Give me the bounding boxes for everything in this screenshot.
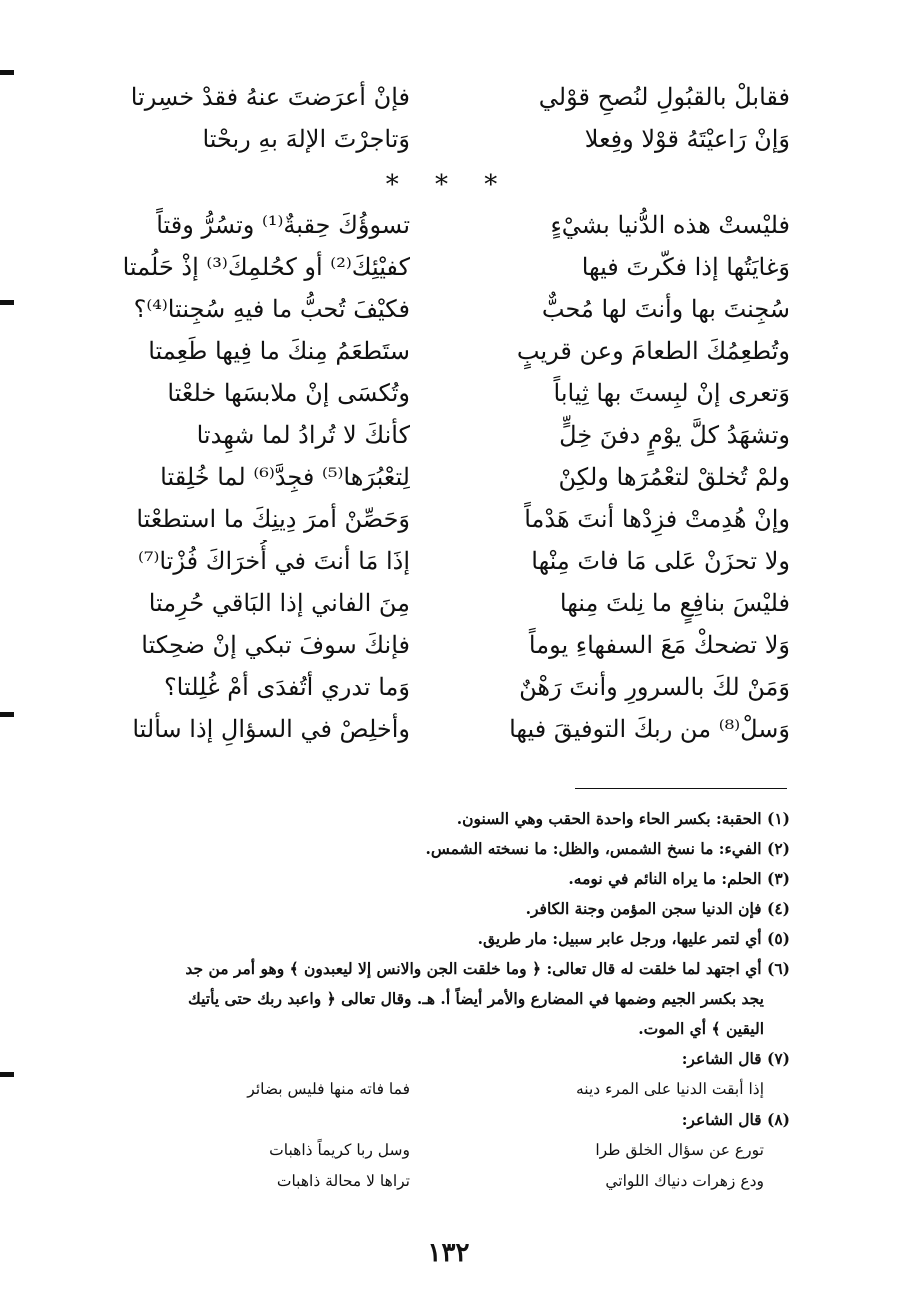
first-hemistich: تورع عن سؤال الخلق طرا xyxy=(595,1141,764,1159)
intro-poem xyxy=(70,76,790,160)
verse-line xyxy=(70,330,790,372)
first-hemistich: فليْسَ بنافِعٍ ما نِلتَ مِنها xyxy=(559,589,790,617)
footnote-verse xyxy=(70,1166,790,1197)
footnote-3: (٣) الحلم: ما يراه النائم في نومه. xyxy=(568,869,790,888)
footnote-8-label: (٨) قال الشاعر: xyxy=(681,1110,790,1129)
footnote-6: (٦) أي اجتهد لما خلقت له قال تعالى: ﴿ وما خلقت الجن والانس إلا ليعبدون ﴾ وهو أمر من جد xyxy=(185,959,790,978)
verse-line xyxy=(70,414,790,456)
second-hemistich: وَما تدري أتُفدَى أمْ غُلِلتا؟ xyxy=(163,673,410,701)
second-hemistich: مِنَ الفاني إذا البَاقي حُرِمتا xyxy=(148,589,410,617)
second-hemistich: فإنْ أعرَضتَ عنهُ فقدْ خسِرتا xyxy=(130,83,410,111)
first-hemistich: وتُطعِمُكَ الطعامَ وعن قريبٍ xyxy=(516,337,790,365)
section-separator: * * * xyxy=(385,170,512,200)
footnote-2: (٢) الفيء: ما نسخ الشمس، والظل: ما نسخته الشمس. xyxy=(425,839,790,858)
second-hemistich: تراها لا محالة ذاهبات xyxy=(276,1172,410,1190)
second-hemistich: فكيْفَ تُحبُّ ما فيهِ سُجِنتا⁽⁴⁾؟ xyxy=(133,295,410,323)
verse-line xyxy=(70,582,790,624)
footnote-6-continuation: يجد بكسر الجيم وضمها في المضارع والأمر أيضاً أ. هـ. وقال تعالى ﴿ واعبد ربك حتى يأتيك xyxy=(188,989,764,1008)
verse-line xyxy=(70,708,790,750)
verse-line xyxy=(70,498,790,540)
second-hemistich: وأخلِصْ في السؤالِ إذا سألتا xyxy=(132,715,410,743)
first-hemistich: سُجِنتَ بها وأنتَ لها مُحبٌّ xyxy=(541,295,790,323)
first-hemistich: وَمَنْ لكَ بالسرورِ وأنتَ رَهْنٌ xyxy=(519,673,790,701)
first-hemistich: وتشهَدُ كلَّ يوْمٍ دفنَ خِلٍّ xyxy=(559,421,790,449)
verse-line xyxy=(70,372,790,414)
verse-line xyxy=(70,456,790,498)
verse-line xyxy=(70,76,790,118)
page-number: ١٣٢ xyxy=(427,1238,470,1268)
footnote-divider xyxy=(575,788,787,789)
second-hemistich: وَتاجرْتَ الإلهَ بهِ ربحْتا xyxy=(202,125,410,153)
first-hemistich: فقابلْ بالقبُولِ لنُصحِ قوْلي xyxy=(538,83,790,111)
second-hemistich: وَحَصِّنْ أمرَ دِينِكَ ما استطعْتا xyxy=(136,505,410,533)
main-poem xyxy=(70,204,790,750)
second-hemistich: فما فاته منها فليس بضائر xyxy=(247,1080,410,1098)
first-hemistich: ولا تحزَنْ عَلى مَا فاتَ مِنْها xyxy=(531,547,790,575)
footnote-verse xyxy=(70,1135,790,1166)
edge-mark xyxy=(0,712,14,717)
second-hemistich: لِتعْبُرَها⁽⁵⁾ فجِدَّ⁽⁶⁾ لما خُلِقتا xyxy=(160,463,410,491)
first-hemistich: إذا أبقت الدنيا على المرء دينه xyxy=(575,1080,764,1098)
second-hemistich: فإنكَ سوفَ تبكي إنْ ضحِكتا xyxy=(141,631,410,659)
second-hemistich: ستَطعَمُ مِنكَ ما فِيها طَعِمتا xyxy=(148,337,410,365)
first-hemistich: وَإنْ رَاعيْتَهُ قوْلا وفِعلا xyxy=(584,125,790,153)
second-hemistich: وسل ربا كريماً ذاهبات xyxy=(269,1141,410,1159)
verse-line xyxy=(70,246,790,288)
footnotes xyxy=(70,804,790,1197)
edge-mark xyxy=(0,1072,14,1077)
footnote-1: (١) الحقبة: بكسر الحاء واحدة الحقب وهي السنون. xyxy=(456,809,790,828)
second-hemistich: وتُكسَى إنْ ملابسَها خلعْتا xyxy=(167,379,410,407)
second-hemistich: كأنكَ لا تُرادُ لما شهِدتا xyxy=(196,421,410,449)
first-hemistich: وإنْ هُدِمتْ فزِدْها أنتَ هَدْماً xyxy=(524,505,790,533)
first-hemistich: وَلا تضحكْ مَعَ السفهاءِ يوماً xyxy=(528,631,790,659)
verse-line xyxy=(70,204,790,246)
first-hemistich: ودع زهرات دنياك اللواتي xyxy=(605,1172,764,1190)
second-hemistich: كفيْئِكَ⁽²⁾ أو كحُلمِكَ⁽³⁾ إذْ حَلُمتا xyxy=(122,253,410,281)
first-hemistich: فليْستْ هذه الدُّنيا بشيْءٍ xyxy=(550,211,790,239)
second-hemistich: إذَا مَا أنتَ في أُخرَاكَ فُزْتا⁽⁷⁾ xyxy=(137,547,410,575)
first-hemistich: وَتعرى إنْ لبِستَ بها ثِياباً xyxy=(553,379,790,407)
edge-mark xyxy=(0,70,14,75)
verse-line xyxy=(70,118,790,160)
first-hemistich: وَسلْ⁽⁸⁾ من ربكَ التوفيقَ فيها xyxy=(509,715,790,743)
verse-line xyxy=(70,288,790,330)
verse-line xyxy=(70,540,790,582)
verse-line xyxy=(70,624,790,666)
footnote-verse xyxy=(70,1074,790,1105)
second-hemistich: تسوؤُكَ حِقبةٌ⁽¹⁾ وتسُرُّ وقتاً xyxy=(156,211,410,239)
first-hemistich: ولمْ تُخلقْ لتعْمُرَها ولكِنْ xyxy=(558,463,790,491)
edge-mark xyxy=(0,300,14,305)
footnote-7-label: (٧) قال الشاعر: xyxy=(681,1049,790,1068)
footnote-5: (٥) أي لتمر عليها، ورجل عابر سبيل: مار طريق. xyxy=(477,929,790,948)
verse-line xyxy=(70,666,790,708)
footnote-6-continuation: اليقين ﴾ أي الموت. xyxy=(638,1019,764,1038)
first-hemistich: وَغايَتُها إذا فكّرتَ فيها xyxy=(581,253,790,281)
footnote-4: (٤) فإن الدنيا سجن المؤمن وجنة الكافر. xyxy=(525,899,790,918)
